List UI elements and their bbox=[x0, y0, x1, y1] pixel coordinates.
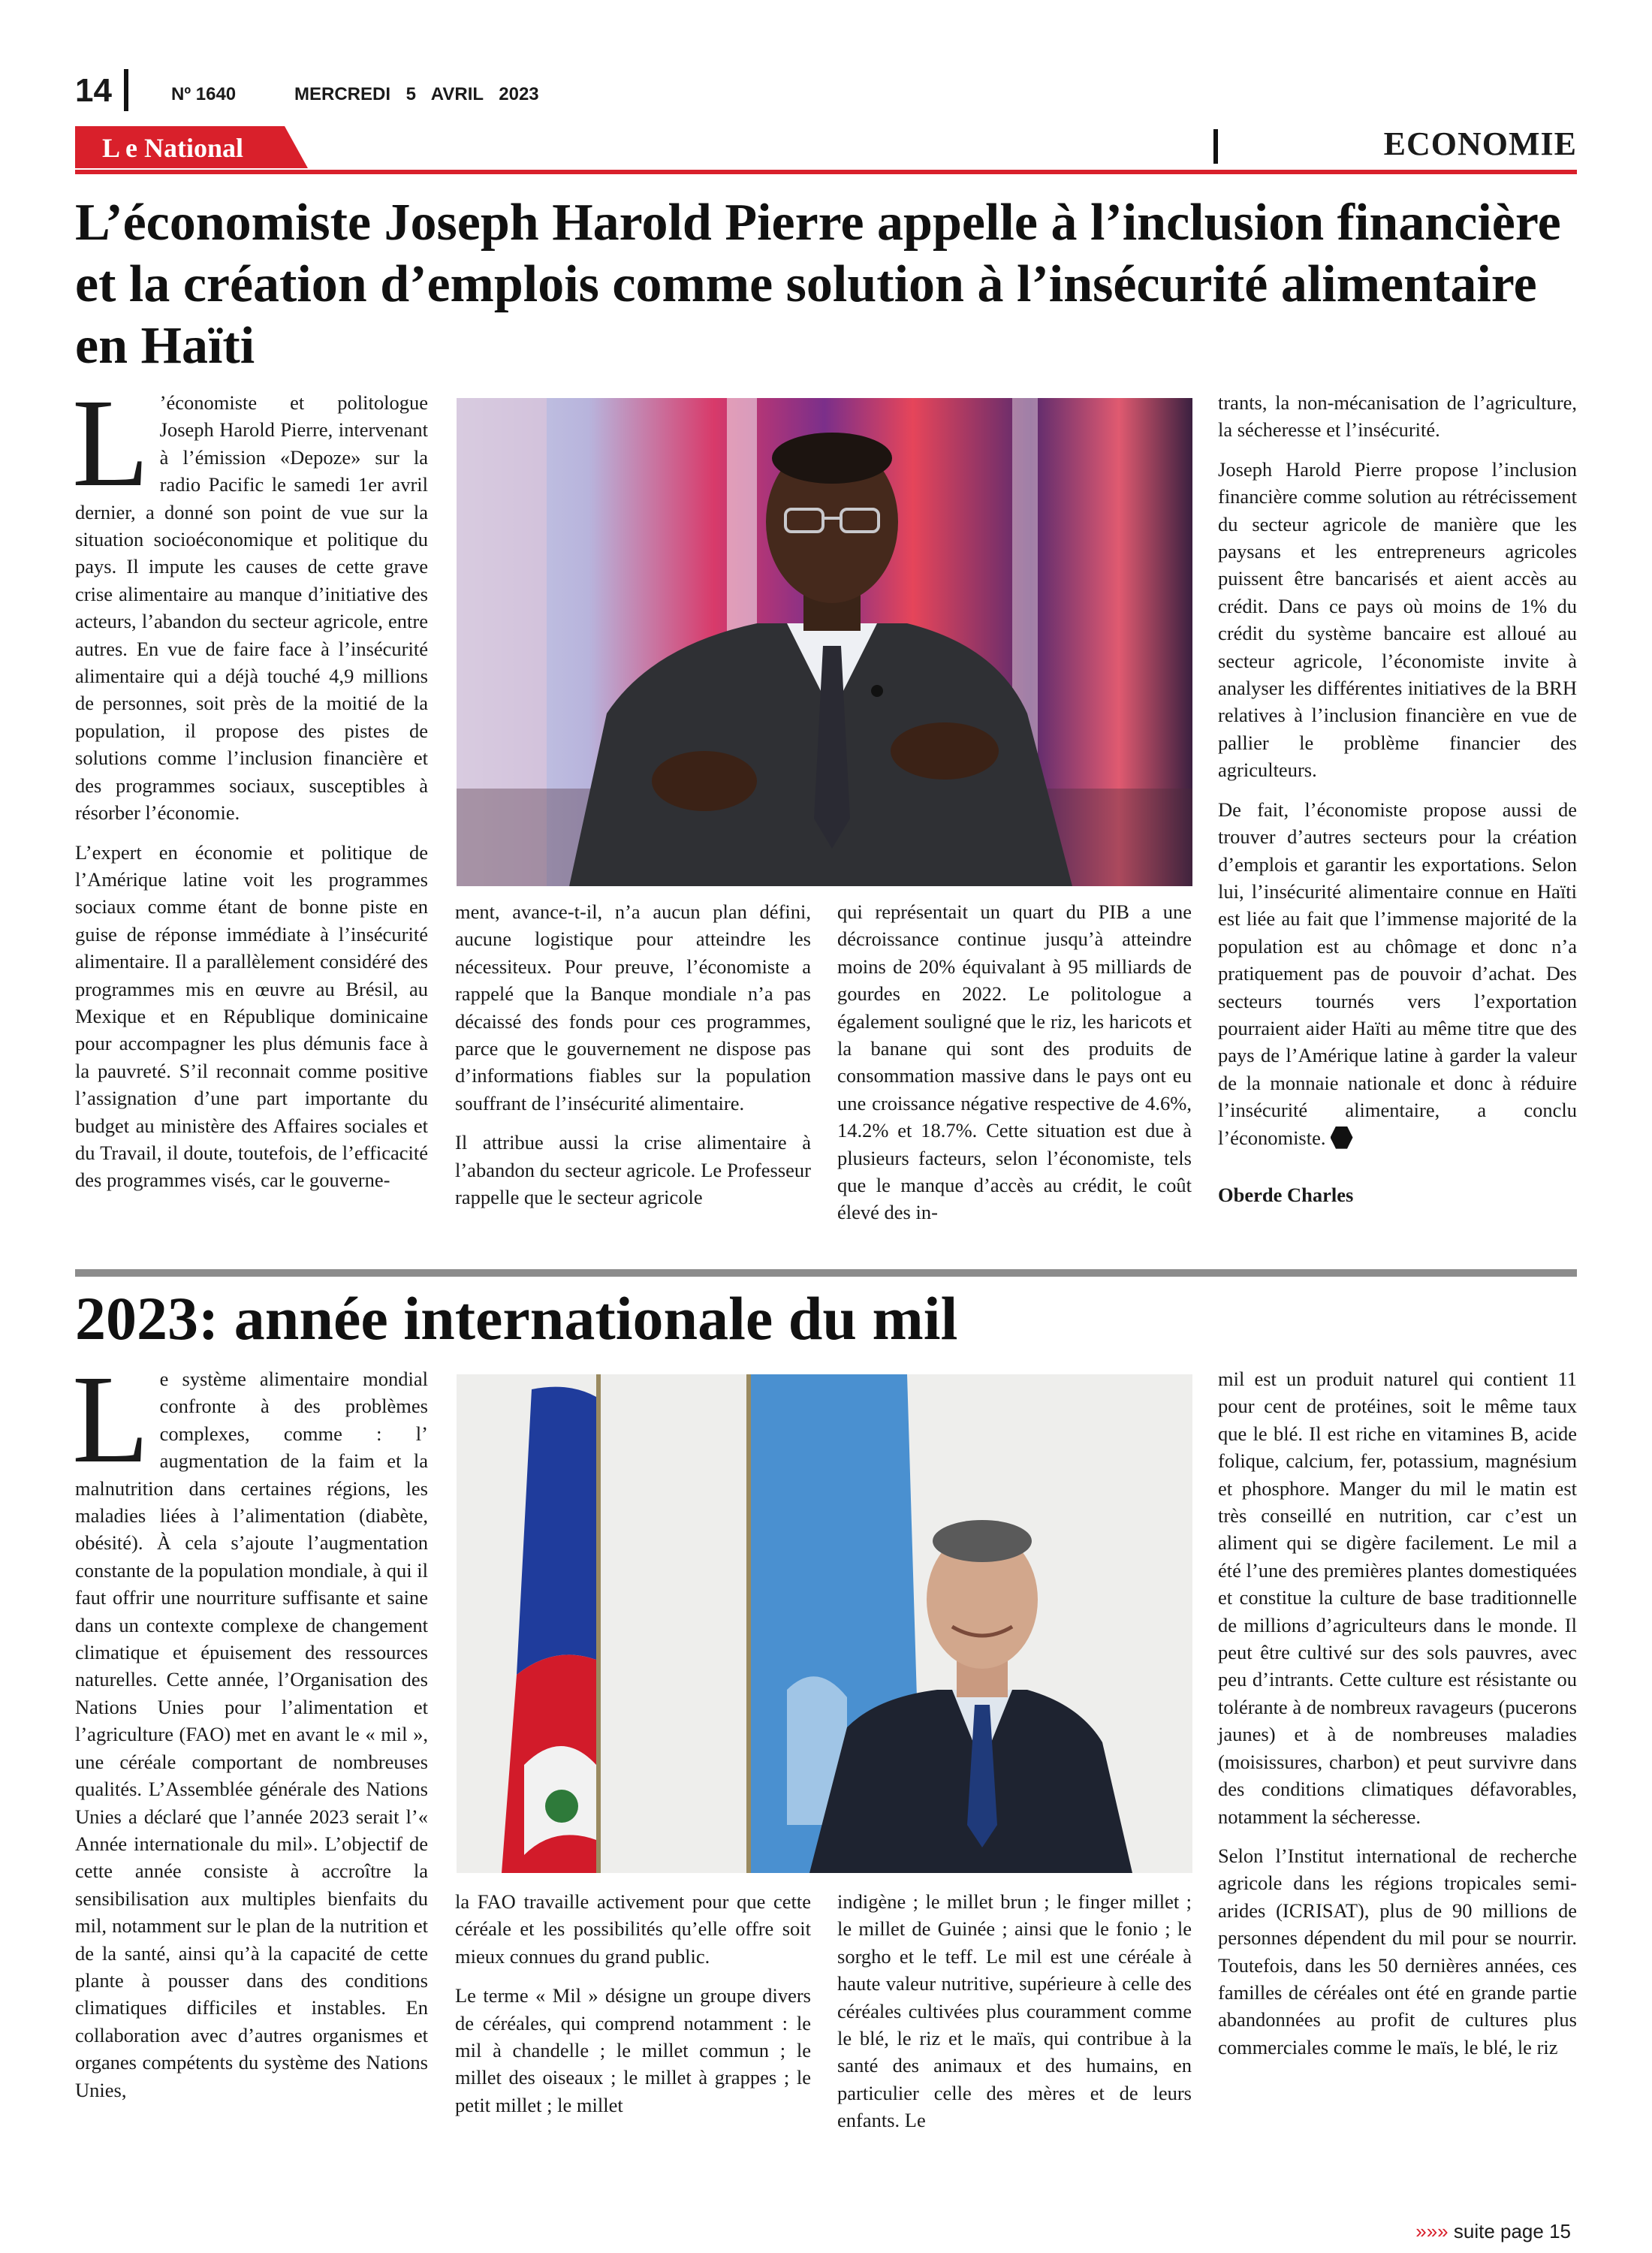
article1-column-2 bbox=[455, 898, 811, 1223]
article1-paragraph: L’expert en économie et politique de l’Amérique latine voit les programmes sociaux comme étant de bonne piste en guise de réponse immédiate à l’insécurité alimentaire. Il a parallèlement considéré des programmes mis en œuvre au Brésil, au Mexique et en République dominicaine pour accompagner les plus démunis face à la pauvreté. S’il reconnait comme positive l’assignation d’une part importante du budget au ministère des Affaires sociales et du Travail, il doute, toutefois, de l’efficacité des programmes visés, car le gouverne- bbox=[75, 840, 428, 1192]
article2-paragraph: mil est un produit naturel qui contient 11 pour cent de protéines, soit le même taux que le blé. Il est riche en vitamines B, acide folique, calcium, fer, potassium, magnésium et phosphore. Manger du mil le matin est très conseillé en nutrition, car c’est un aliment qui se digère facilement. Le mil a été l’une des premières plantes domestiquées et constitue la culture de base traditionnelle de millions d’agriculteurs dans le monde. Il peut être cultivé sur des sols pauvres, avec peu d’intrants. Cette culture est résistante ou tolérante à de nombreux ravageurs (pucerons jaunes) et à de nombreuses maladies (moisissures, charbon) et peut survivre dans des conditions climatiques défavorables, notamment la sécheresse. bbox=[1218, 1368, 1577, 1828]
continued-on-page[interactable] bbox=[1415, 2220, 1571, 2243]
article1-headline: L’économiste Joseph Harold Pierre appelle à l’inclusion financière et la création d’emplois comme solution à l’insécurité alimentaire en Haïti bbox=[75, 194, 1561, 375]
article1-column-1 bbox=[72, 373, 428, 1206]
article2-column-2 bbox=[455, 1888, 811, 2131]
article2-headline: 2023: année internationale du mil bbox=[75, 1284, 958, 1353]
header-rule bbox=[75, 170, 1577, 174]
article2-paragraph: Selon l’Institut international de recherche agricole dans les régions tropicales semi-arides (ICRISAT), plus de 90 millions de personnes dépendent du mil pour se nourrir. Toutefois, dans les 50 dernières années, ces familles de céréales ont été en grande partie abandonnées au profit de cultures plus commerciales comme le maïs, le blé, le riz bbox=[1218, 1844, 1577, 2058]
section-divider bbox=[1213, 129, 1218, 164]
article1-paragraph bbox=[1218, 796, 1577, 1151]
article1-byline: Oberde Charles bbox=[1218, 1183, 1354, 1206]
article1-paragraph: Joseph Harold Pierre propose l’inclusion financière comme solution au rétrécissement du secteur agricole de manière que les paysans et les entrepreneurs agricoles puissent être bancarisés et aient accès au crédit. Dans ce pays où moins de 1% du crédit du système bancaire est alloué au secteur agricole, l’économiste invite à analyser les différentes initiatives de la BRH relatives à l’inclusion financière en vue de pallier le problème financier des agriculteurs. bbox=[1218, 457, 1577, 782]
article2-lead-text: e système alimentaire mondial confronte à des problèmes complexes, comme : l’ augmentation de la faim et la malnutrition dans certaines régions, les maladies liées à l’alimentation (diabète, obésité). À cela s’ajoute l’augmentation constante de la population mondiale, à qui il faut offrir une nourriture suffisante et saine dans un contexte complexe de changement climatique et épuisement des ressources naturelles. Cette année, l’Organisation des Nations Unies pour l’alimentation et l’agriculture (FAO) met en avant le « mil », une céréale comportant de nombreuses qualités. L’Assemblée générale des Nations Unies a déclaré que l’année 2023 serait l’« Année internationale du mil». L’objectif de cette année consiste à accroître la sensibilisation aux multiples bienfaits du mil, notamment sur le plan de la nutrition et de la santé, ainsi qu’à la capacité de cette plante à pousser dans des conditions climatiques difficiles et instables. En collaboration avec d’autres organismes et organes compétents du système des Nations Unies, bbox=[75, 1368, 428, 2101]
article2-paragraph: Le terme « Mil » désigne un groupe divers de céréales, qui comprend notamment : le mil à chandelle ; le millet commun ; le millet des oiseaux ; le millet à grappes ; le petit millet ; le millet bbox=[455, 1984, 811, 2116]
article2-paragraph: la FAO travaille activement pour que cette céréale et les possibilités qu’elle offre soit mieux connues du grand public. bbox=[455, 1890, 811, 1968]
article2-paragraph: indigène ; le millet brun ; le finger millet ; le millet de Guinée ; ainsi que le fonio ; le sorgho et le teff. Le mil est une céréale à haute valeur nutritive, supérieure à celle des céréales cultivées plus couramment comme le blé, le riz et le maïs, qui contribue à la santé des animaux et des humains, en particulier celle des mères et de leurs enfants. Le bbox=[837, 1890, 1192, 2132]
article1-paragraph: Il attribue aussi la crise alimentaire à l’abandon du secteur agricole. Le Professeur rappelle que le secteur agricole bbox=[455, 1131, 811, 1209]
article1-paragraph: trants, la non-mécanisation de l’agriculture, la sécheresse et l’insécurité. bbox=[1218, 391, 1577, 442]
fao-official-photo bbox=[457, 1374, 1192, 1873]
page-number-divider bbox=[124, 69, 128, 111]
page-number: 14 bbox=[75, 72, 112, 109]
publication-name: L e National bbox=[102, 133, 244, 163]
article1-dropcap: L bbox=[72, 373, 149, 513]
economist-photo bbox=[457, 398, 1192, 886]
article-separator bbox=[75, 1269, 1577, 1277]
article1-paragraph: ment, avance-t-il, n’a aucun plan défini, aucune logistique pour atteindre les nécessiteux. Pour preuve, l’économiste a rappelé que la Banque mondiale n’a pas décaissé des fonds pour ces programmes, parce que le gouvernement ne dispose pas d’informations fiables sur la population souffrant de l’insécurité alimentaire. bbox=[455, 900, 811, 1114]
article2-paragraph bbox=[72, 1350, 428, 2104]
article1-paragraph: qui représentait un quart du PIB a une décroissance continue jusqu’à atteindre moins de 20% équivalant à 95 milliards de gourdes en 2022. Le politologue a également souligné que le riz, les haricots et la banane qui sont des produits de consommation massive dans le pays ont eu une croissance négative respective de 4.6%, 14.2% et 18.7%. Cette situation est due à plusieurs facteurs, selon l’économiste, tels que le manque d’accès au crédit, le coût élevé des in- bbox=[837, 900, 1192, 1224]
article1-closing-text: De fait, l’économiste propose aussi de trouver d’autres secteurs pour la création d’emplois et garantir les exportations. Selon lui, l’insécurité alimentaire connue en Haïti est liée au fait que l’immense majorité de la population est au chômage et donc n’a pratiquement pas de pouvoir d’achat. Des secteurs tournés vers l’exportation pourraient aider Haïti au même titre que des pays de l’Amérique latine à garder la valeur de la monnaie nationale et donc à réduire l’insécurité alimentaire, a conclu l’économiste. bbox=[1218, 798, 1577, 1149]
continue-arrows-icon: »»» bbox=[1415, 2220, 1449, 2242]
continue-label: suite page 15 bbox=[1453, 2220, 1571, 2242]
article1-lead-text: ’économiste et politologue Joseph Harold Pierre, intervenant à l’émission «Depoze» sur la radio Pacific le samedi 1er avril dernier, a donné son point de vue sur la situation socioéconomique et politique du pays. Il impute les causes de cette grave crise alimentaire au manque d’initiative des acteurs, l’abandon du secteur agricole, entre autres. En vue de faire face à l’insécurité alimentaire qui a déjà touché 4,9 millions de personnes, soit près de la moitié de la population, il propose des pistes de solutions comme l’inclusion financière et des programmes sociaux, susceptibles à résorber l’économie. bbox=[75, 391, 428, 825]
article1-column-4 bbox=[1218, 389, 1577, 1220]
article1-paragraph bbox=[72, 373, 428, 827]
article2-column-1 bbox=[72, 1350, 428, 2116]
issue-number: Nº 1640 bbox=[171, 84, 237, 104]
section-title: ECONOMIE bbox=[1383, 125, 1577, 162]
article2-column-4 bbox=[1218, 1365, 1577, 2073]
article2-dropcap: L bbox=[72, 1350, 149, 1489]
end-of-article-icon bbox=[1331, 1126, 1353, 1149]
article1-column-3 bbox=[837, 898, 1192, 1238]
article2-column-3 bbox=[837, 1888, 1192, 2146]
issue-date: MERCREDI 5 AVRIL 2023 bbox=[294, 84, 539, 104]
